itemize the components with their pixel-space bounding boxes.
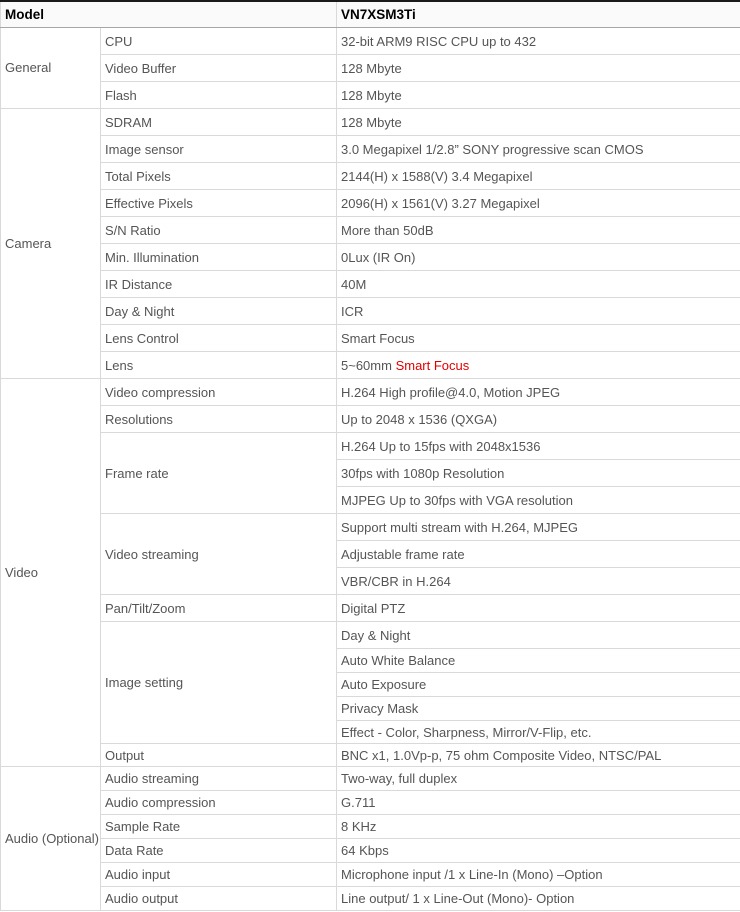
spec-cell: SDRAM <box>101 109 337 136</box>
spec-cell: Image sensor <box>101 136 337 163</box>
table-row <box>1 298 740 325</box>
value-cell: Up to 2048 x 1536 (QXGA) <box>337 406 740 433</box>
spec-cell: Flash <box>101 82 337 109</box>
spec-cell: Audio streaming <box>101 767 337 791</box>
category-cell-audio: Audio (Optional) <box>1 767 101 911</box>
table-row <box>1 163 740 190</box>
table-row <box>1 55 740 82</box>
value-cell: Line output/ 1 x Line-Out (Mono)- Option <box>337 887 740 911</box>
category-cell-general: General <box>1 28 101 109</box>
value-cell: 0Lux (IR On) <box>337 244 740 271</box>
spec-cell: Min. Illumination <box>101 244 337 271</box>
value-cell: 32-bit ARM9 RISC CPU up to 432 <box>337 28 740 55</box>
table-row <box>1 863 740 887</box>
category-cell-video: Video <box>1 379 101 767</box>
table-row <box>1 514 740 541</box>
category-cell-camera: Camera <box>1 109 101 379</box>
table-row <box>1 190 740 217</box>
spec-cell: Total Pixels <box>101 163 337 190</box>
value-cell: ICR <box>337 298 740 325</box>
table-row <box>1 433 740 460</box>
table-row <box>1 28 740 55</box>
table-row <box>1 379 740 406</box>
value-cell: G.711 <box>337 791 740 815</box>
table-row <box>1 82 740 109</box>
value-cell: Adjustable frame rate <box>337 541 740 568</box>
spec-cell: Audio input <box>101 863 337 887</box>
table-row <box>1 109 740 136</box>
value-cell: Microphone input /1 x Line-In (Mono) –Option <box>337 863 740 887</box>
value-cell: H.264 Up to 15fps with 2048x1536 <box>337 433 740 460</box>
value-cell: Privacy Mask <box>337 697 740 721</box>
spec-cell: S/N Ratio <box>101 217 337 244</box>
value-cell: MJPEG Up to 30fps with VGA resolution <box>337 487 740 514</box>
value-cell: VBR/CBR in H.264 <box>337 568 740 595</box>
spec-cell: Audio output <box>101 887 337 911</box>
value-cell: 8 KHz <box>337 815 740 839</box>
spec-cell: Video compression <box>101 379 337 406</box>
spec-cell: Sample Rate <box>101 815 337 839</box>
value-cell: 128 Mbyte <box>337 109 740 136</box>
spec-cell: Resolutions <box>101 406 337 433</box>
value-cell: 2096(H) x 1561(V) 3.27 Megapixel <box>337 190 740 217</box>
table-row <box>1 887 740 911</box>
table-row <box>1 839 740 863</box>
value-cell: Smart Focus <box>337 325 740 352</box>
lens-value-text: 5~60mm <box>341 357 396 373</box>
table-row <box>1 352 740 379</box>
value-cell: BNC x1, 1.0Vp-p, 75 ohm Composite Video, NTSC/PAL <box>337 744 740 767</box>
value-cell: 128 Mbyte <box>337 82 740 109</box>
value-cell: 2144(H) x 1588(V) 3.4 Megapixel <box>337 163 740 190</box>
spec-cell: Pan/Tilt/Zoom <box>101 595 337 622</box>
value-cell: 64 Kbps <box>337 839 740 863</box>
model-value-cell: VN7XSM3Ti <box>337 1 740 28</box>
table-row <box>1 406 740 433</box>
spec-cell: Video streaming <box>101 514 337 595</box>
spec-cell: Data Rate <box>101 839 337 863</box>
value-cell: Day & Night <box>337 622 740 649</box>
value-cell: 128 Mbyte <box>337 55 740 82</box>
table-row <box>1 325 740 352</box>
value-cell: 40M <box>337 271 740 298</box>
spec-cell: Audio compression <box>101 791 337 815</box>
table-row <box>1 815 740 839</box>
table-row <box>1 595 740 622</box>
value-cell: Digital PTZ <box>337 595 740 622</box>
value-cell: 3.0 Megapixel 1/2.8” SONY progressive scan CMOS <box>337 136 740 163</box>
spec-cell: Output <box>101 744 337 767</box>
value-cell: 30fps with 1080p Resolution <box>337 460 740 487</box>
table-row <box>1 791 740 815</box>
value-cell: Effect - Color, Sharpness, Mirror/V-Flip, etc. <box>337 721 740 744</box>
table-header-row <box>1 1 740 28</box>
model-header-cell: Model <box>1 1 337 28</box>
lens-value-highlight: Smart Focus <box>395 357 470 373</box>
value-cell: H.264 High profile@4.0, Motion JPEG <box>337 379 740 406</box>
value-cell: More than 50dB <box>337 217 740 244</box>
table-row <box>1 622 740 649</box>
spec-cell: Effective Pixels <box>101 190 337 217</box>
table-row <box>1 136 740 163</box>
table-row <box>1 244 740 271</box>
value-cell: Support multi stream with H.264, MJPEG <box>337 514 740 541</box>
spec-cell: Lens Control <box>101 325 337 352</box>
value-cell: Auto White Balance <box>337 649 740 673</box>
table-row <box>1 271 740 298</box>
spec-cell: IR Distance <box>101 271 337 298</box>
table-row <box>1 217 740 244</box>
spec-cell: Video Buffer <box>101 55 337 82</box>
value-cell: Auto Exposure <box>337 673 740 697</box>
value-cell <box>337 352 740 379</box>
spec-cell: CPU <box>101 28 337 55</box>
spec-cell: Image setting <box>101 622 337 744</box>
spec-cell: Frame rate <box>101 433 337 514</box>
spec-cell: Day & Night <box>101 298 337 325</box>
spec-cell: Lens <box>101 352 337 379</box>
table-row <box>1 744 740 767</box>
table-row <box>1 767 740 791</box>
value-cell: Two-way, full duplex <box>337 767 740 791</box>
